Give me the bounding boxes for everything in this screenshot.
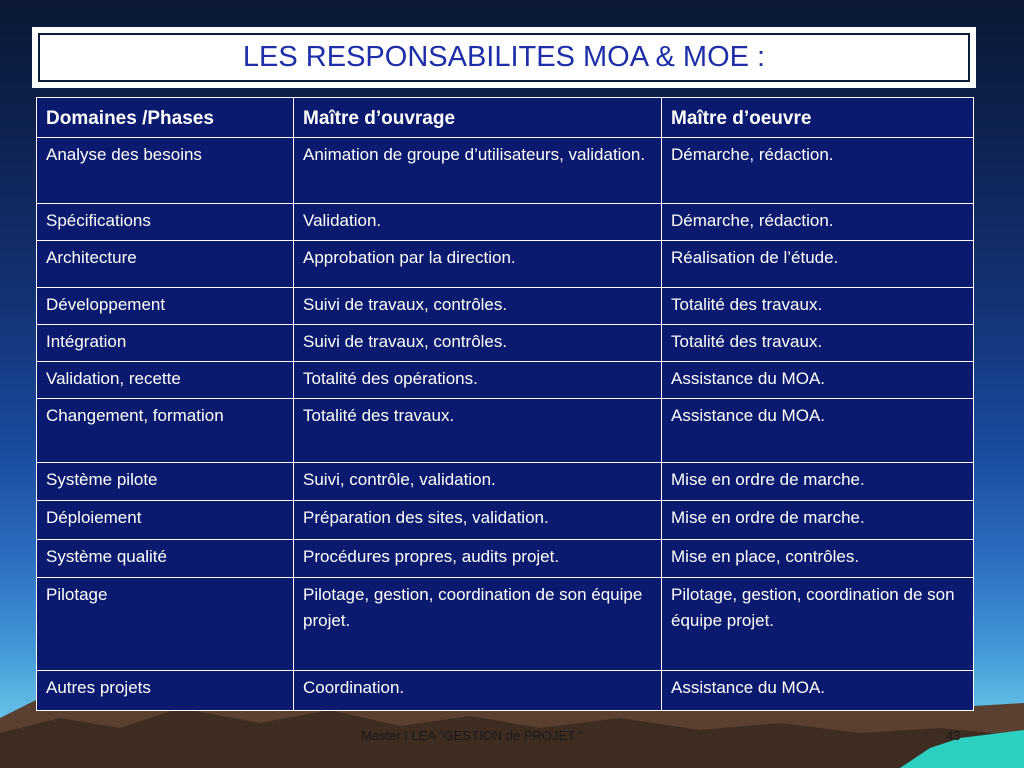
cell-phase: Pilotage [37, 578, 294, 671]
table-row [37, 501, 974, 540]
cell-moe: Totalité des travaux. [662, 325, 974, 362]
cell-moe: Mise en ordre de marche. [662, 501, 974, 540]
cell-phase: Développement [37, 288, 294, 325]
cell-phase: Validation, recette [37, 362, 294, 399]
cell-moe: Démarche, rédaction. [662, 204, 974, 241]
cell-moa: Pilotage, gestion, coordination de son équipe projet. [294, 578, 662, 671]
cell-moa: Procédures propres, audits projet. [294, 540, 662, 578]
cell-moe: Pilotage, gestion, coordination de son équipe projet. [662, 578, 974, 671]
cell-phase: Système qualité [37, 540, 294, 578]
table-row [37, 463, 974, 501]
table-row [37, 362, 974, 399]
header-maitre-ouvrage: Maître d’ouvrage [294, 98, 662, 138]
table-row [37, 671, 974, 711]
cell-phase: Intégration [37, 325, 294, 362]
table-header-row [37, 98, 974, 138]
table-row [37, 399, 974, 463]
cell-moa: Totalité des opérations. [294, 362, 662, 399]
cell-moa: Préparation des sites, validation. [294, 501, 662, 540]
table-row [37, 138, 974, 204]
cell-phase: Système pilote [37, 463, 294, 501]
cell-phase: Analyse des besoins [37, 138, 294, 204]
cell-phase: Changement, formation [37, 399, 294, 463]
table-row [37, 241, 974, 288]
table-row [37, 204, 974, 241]
responsibilities-table-container [36, 97, 973, 711]
cell-moe: Assistance du MOA. [662, 399, 974, 463]
cell-moe: Assistance du MOA. [662, 362, 974, 399]
footer-course-label: Master I LEA "GESTION de PROJET " [361, 728, 584, 743]
cell-phase: Spécifications [37, 204, 294, 241]
header-maitre-oeuvre: Maître d’oeuvre [662, 98, 974, 138]
cell-moe: Mise en ordre de marche. [662, 463, 974, 501]
title-frame [32, 27, 976, 88]
cell-moa: Coordination. [294, 671, 662, 711]
title-inner-border [38, 33, 970, 82]
table-row [37, 540, 974, 578]
cell-moa: Suivi de travaux, contrôles. [294, 288, 662, 325]
table-row [37, 325, 974, 362]
cell-moa: Totalité des travaux. [294, 399, 662, 463]
cell-moe: Démarche, rédaction. [662, 138, 974, 204]
cell-moa: Approbation par la direction. [294, 241, 662, 288]
cell-moa: Animation de groupe d’utilisateurs, validation. [294, 138, 662, 204]
cell-phase: Architecture [37, 241, 294, 288]
cell-phase: Autres projets [37, 671, 294, 711]
cell-moa: Validation. [294, 204, 662, 241]
cell-moe: Totalité des travaux. [662, 288, 974, 325]
responsibilities-table [36, 97, 974, 711]
slide-title: LES RESPONSABILITES MOA & MOE : [242, 41, 766, 73]
cell-moe: Mise en place, contrôles. [662, 540, 974, 578]
cell-moa: Suivi de travaux, contrôles. [294, 325, 662, 362]
cell-moa: Suivi, contrôle, validation. [294, 463, 662, 501]
cell-phase: Déploiement [37, 501, 294, 540]
page-number: 43 [946, 728, 961, 743]
table-row [37, 578, 974, 671]
cell-moe: Assistance du MOA. [662, 671, 974, 711]
header-domaines-phases: Domaines /Phases [37, 98, 294, 138]
cell-moe: Réalisation de l’étude. [662, 241, 974, 288]
table-row [37, 288, 974, 325]
